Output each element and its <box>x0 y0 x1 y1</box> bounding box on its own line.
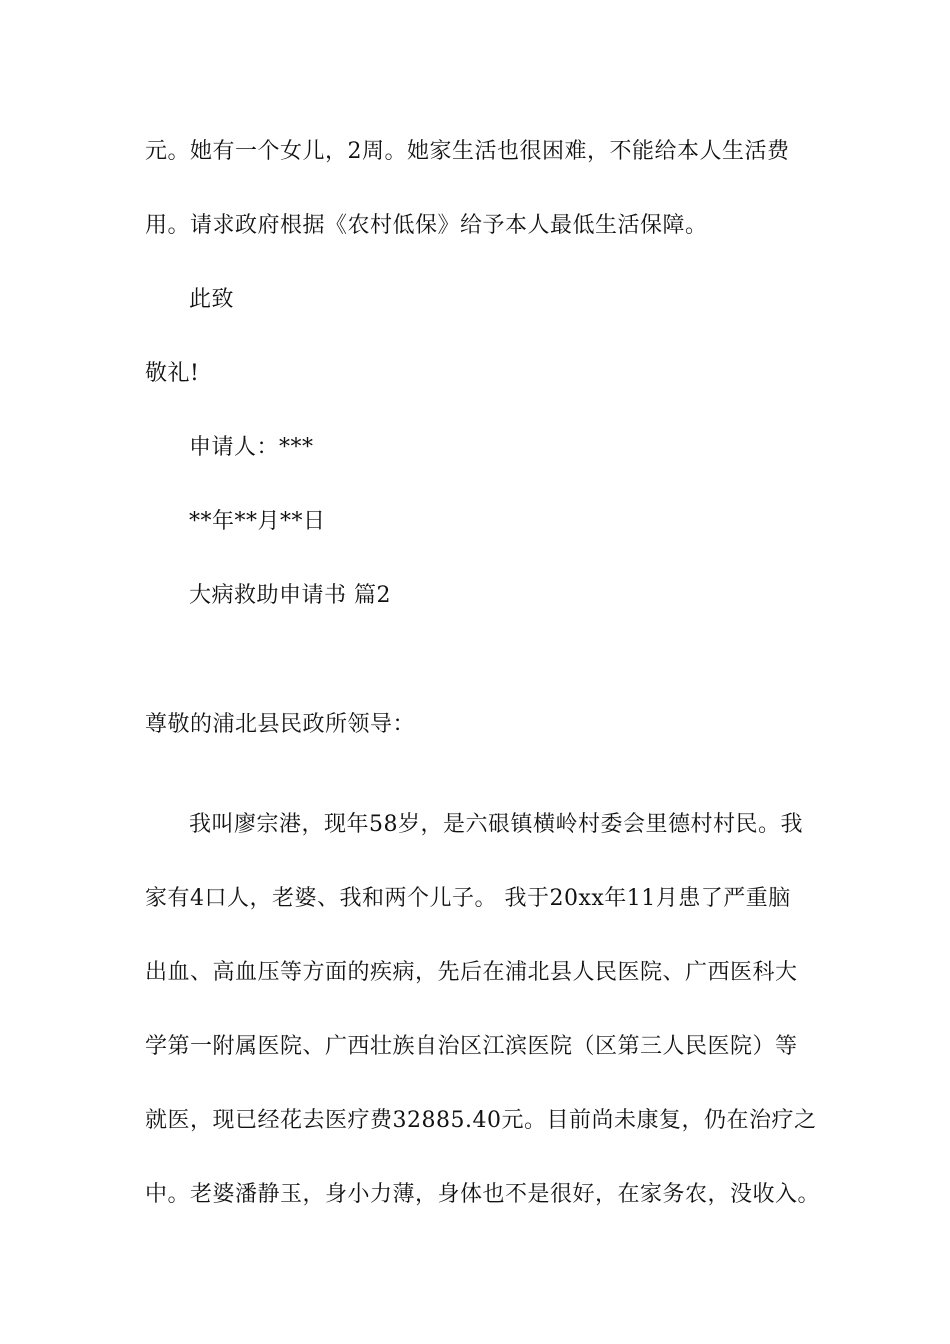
paragraph-line: 中。老婆潘静玉，身小力薄，身体也不是很好，在家务农，没收入。 <box>145 1182 821 1207</box>
closing-salutation: 此致 <box>189 287 235 312</box>
paragraph-line: 元。她有一个女儿，2周。她家生活也很困难，不能给本人生活费 <box>145 139 790 164</box>
paragraph-line: 我叫廖宗港，现年58岁，是六硍镇横岭村委会里德村村民。我 <box>189 812 803 837</box>
closing-respect: 敬礼! <box>145 361 200 386</box>
section-title: 大病救助申请书 篇2 <box>189 583 391 608</box>
applicant-signature: 申请人：*** <box>189 435 314 460</box>
paragraph-line: 出血、高血压等方面的疾病，先后在浦北县人民医院、广西医科大 <box>145 960 798 985</box>
paragraph-line: 用。请求政府根据《农村低保》给予本人最低生活保障。 <box>145 213 708 238</box>
paragraph-line: 学第一附属医院、广西壮族自治区江滨医院（区第三人民医院）等 <box>145 1034 798 1059</box>
paragraph-line: 就医，现已经花去医疗费32885.40元。目前尚未康复，仍在治疗之 <box>145 1108 817 1133</box>
paragraph-line: 家有4口人，老婆、我和两个儿子。 我于20xx年11月患了严重脑 <box>145 886 791 911</box>
letter-salutation: 尊敬的浦北县民政所领导： <box>145 712 416 737</box>
signature-date: **年**月**日 <box>189 509 326 534</box>
